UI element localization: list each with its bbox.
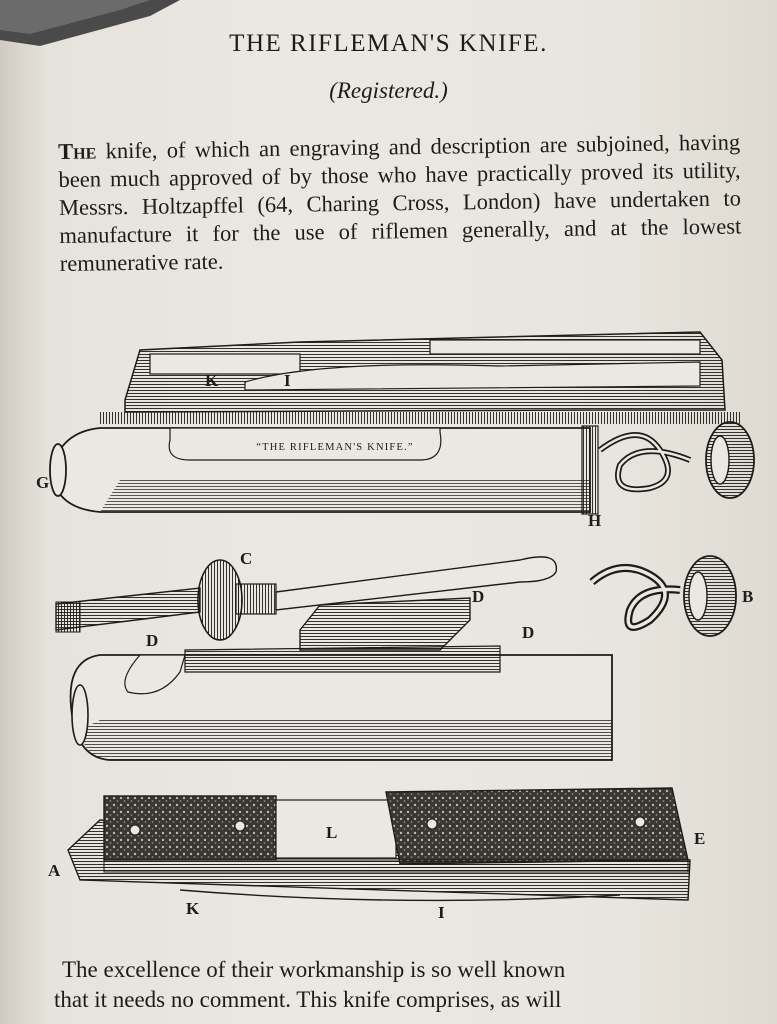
label-d-top: D — [472, 587, 485, 606]
intro-dropcap: The — [58, 138, 97, 164]
label-e: E — [694, 829, 706, 848]
outro-line-2: that it needs no comment. This knife comprises, as will — [54, 987, 562, 1012]
page-title: THE RIFLEMAN'S KNIFE. — [229, 30, 548, 57]
label-d-left: D — [146, 631, 159, 650]
part-b-corkscrew — [592, 556, 736, 636]
label-k-top: K — [205, 371, 219, 390]
label-l: L — [326, 823, 338, 842]
outro-line-1: The excellence of their workmanship is so well known — [62, 957, 566, 982]
assembled-knife — [50, 332, 754, 514]
label-a: A — [48, 861, 61, 880]
label-k-bottom: K — [186, 899, 200, 918]
label-i-bottom: I — [438, 903, 445, 920]
intro-text: knife, of which an engraving and description are subjoined, having been much approved of by those who have practically proved its utility, Messrs. Holtzapffel (64, Charing Cross, London) have undertaken to manufacture it for the use of riflemen generally, and at the lowest remunerative rate. — [58, 129, 742, 276]
label-g: G — [36, 473, 50, 492]
label-c: C — [240, 549, 253, 568]
label-d-right: D — [522, 623, 535, 642]
label-h: H — [588, 511, 602, 530]
knife-engraving — [0, 320, 777, 920]
page-subtitle: (Registered.) — [329, 78, 448, 103]
folding-knife — [68, 788, 690, 900]
intro-paragraph — [58, 128, 742, 278]
label-i-top: I — [284, 371, 291, 390]
label-b: B — [742, 587, 754, 606]
inscription-text: “THE RIFLEMAN'S KNIFE.” — [256, 442, 414, 453]
outro-paragraph — [54, 955, 752, 1015]
